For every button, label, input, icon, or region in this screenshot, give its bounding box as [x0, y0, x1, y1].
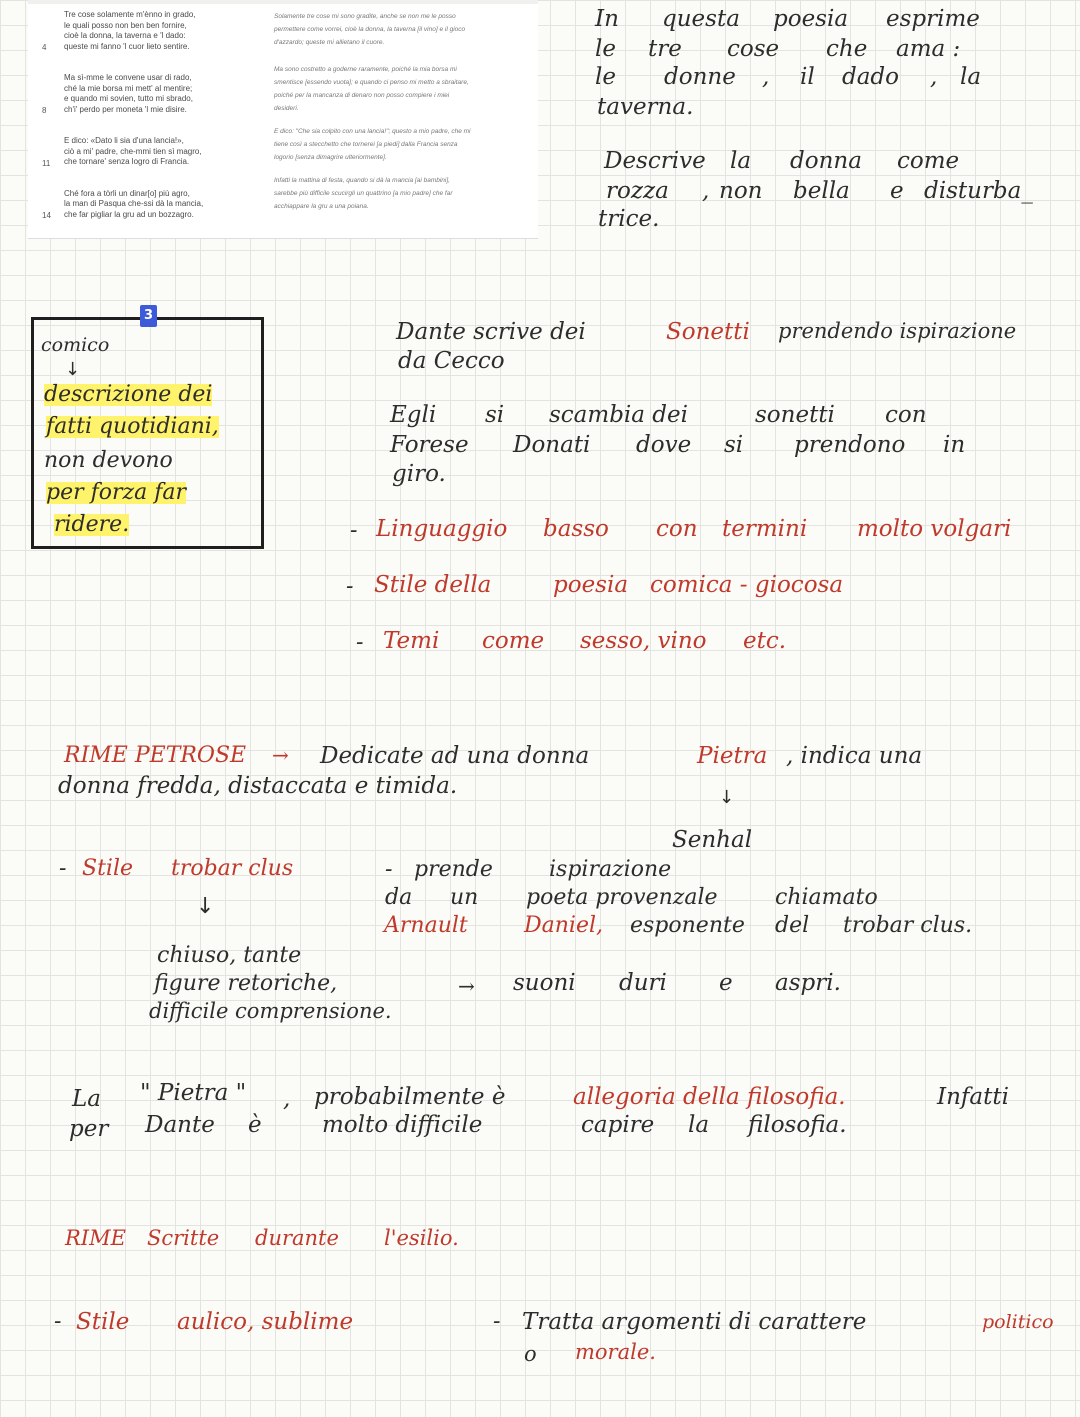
- section-heading: l'esilio.: [384, 1226, 459, 1250]
- bullet-text: Linguaggio: [376, 516, 508, 542]
- box-line: descrizione dei: [44, 382, 213, 407]
- note-word: taverna.: [597, 94, 694, 120]
- arrow-right-icon: →: [458, 974, 475, 998]
- note-word: donne: [664, 64, 736, 90]
- note-word: poeta provenzale: [526, 885, 718, 910]
- note-word: La: [72, 1086, 101, 1112]
- note-word: la: [960, 64, 982, 90]
- note-word: la: [688, 1112, 710, 1138]
- note-word: del: [775, 913, 810, 938]
- line-number: 11: [42, 158, 51, 168]
- bullet-text: poesia: [553, 572, 629, 598]
- stanza: [28, 73, 258, 115]
- note-text: Dante scrive dei: [396, 319, 586, 345]
- bullet-dash: -: [350, 518, 358, 543]
- translation-line: d'azzardo; queste mi allietano il cuore.: [274, 39, 385, 46]
- poem-line: Tre cose solamente m'ènno in grado,: [64, 10, 196, 19]
- note-word: ,: [702, 178, 710, 204]
- line-number: 4: [42, 43, 47, 52]
- poem-line: ciò a mi' padre, che-mmi tien sì magro,: [64, 146, 202, 156]
- box-heading: comico: [41, 334, 110, 356]
- note-word: dado: [842, 64, 900, 90]
- poem-screenshot: [28, 0, 538, 239]
- poem-line: E dico: «Dato li sia d'una lancia!»,: [64, 136, 184, 145]
- stanza: [28, 189, 258, 221]
- section-heading: RIME: [65, 1226, 126, 1250]
- note-text: difficile comprensione.: [149, 999, 392, 1023]
- note-word: In: [595, 6, 619, 32]
- arrow-down-icon: ↓: [65, 359, 81, 380]
- note-word: sonetti: [755, 402, 835, 428]
- note-word: trobar clus.: [843, 913, 973, 938]
- note-word: poesia: [773, 6, 849, 32]
- note-text: chiuso, tante: [157, 943, 302, 968]
- line-number: 8: [42, 106, 47, 115]
- bookmark-badge: 3: [140, 305, 157, 327]
- poem-line: ch'i' perdo per moneta 'l mie disire.: [64, 104, 187, 114]
- note-word: donna: [790, 148, 862, 174]
- translation-line: Ma sono costretto a goderne raramente, poiché la mia borsa mi: [274, 66, 457, 73]
- translation-line: smentisce [essendo vuota]; e quando ci penso mi metto a sbraitare,: [274, 79, 469, 86]
- note-word: che: [826, 36, 868, 62]
- poem-line: ché la mie borsa mi mett' al mentire;: [64, 83, 193, 93]
- box-line: ridere.: [54, 512, 130, 537]
- translation-line: Solamente tre cose mi sono gradite, anche se non me le posso: [274, 13, 456, 20]
- note-word: un: [450, 885, 479, 910]
- note-word: scambia dei: [549, 402, 688, 428]
- note-word: suoni: [513, 970, 576, 996]
- bullet-dash: -: [59, 856, 67, 881]
- note-word: non: [719, 178, 763, 204]
- bullet-text: Stile della: [374, 572, 492, 598]
- note-word: trice.: [598, 206, 660, 232]
- note-word: bella: [793, 178, 850, 204]
- note-word: Dante: [145, 1112, 215, 1138]
- stanza: [28, 10, 258, 52]
- note-word: le: [595, 36, 616, 62]
- bullet-text: basso: [543, 516, 609, 542]
- note-word: si: [485, 402, 505, 428]
- arrow-down-icon: ↓: [196, 894, 215, 919]
- poem-italian-column: [28, 10, 258, 241]
- note-word: " Pietra ": [140, 1080, 247, 1106]
- section-heading: RIME PETROSE: [64, 743, 247, 768]
- poem-line: la man di Pasqua che-ssi dà la mancia,: [64, 199, 204, 208]
- arrow-right-icon: →: [272, 743, 289, 767]
- note-text: prendendo ispirazione: [778, 319, 1017, 343]
- translation-line: desideri.: [274, 105, 299, 112]
- note-word: o: [524, 1342, 537, 1366]
- bullet-dash: -: [346, 574, 354, 599]
- note-keyword: Sonetti: [666, 319, 750, 345]
- translation-line: acchiappare la gru a una poiana.: [274, 203, 369, 210]
- note-word: Infatti: [937, 1084, 1009, 1110]
- arrow-down-icon: ↓: [719, 787, 735, 808]
- bullet-text: etc.: [743, 628, 787, 654]
- translation-line: E dico: "Che sia colpito con una lancia!"; questo a mio padre, che mi: [274, 128, 471, 135]
- note-word: aspri.: [775, 970, 841, 996]
- translation-line: tiene così a stecchetto che tornerei [a piedi] dalla Francia senza: [274, 141, 458, 148]
- note-word: prende: [414, 857, 493, 882]
- note-word: giro.: [392, 461, 446, 487]
- note-keyword: morale.: [575, 1340, 656, 1364]
- bullet-dash: -: [493, 1309, 501, 1334]
- section-heading: durante: [255, 1226, 339, 1250]
- note-text: , indica una: [786, 743, 923, 769]
- poem-translation-column: [274, 10, 529, 234]
- bullet-dash: -: [385, 857, 393, 882]
- note-word: esponente: [630, 913, 745, 938]
- note-text: Tratta argomenti di carattere: [522, 1309, 867, 1335]
- note-text: molto difficile: [322, 1112, 483, 1138]
- note-word: filosofia.: [748, 1112, 847, 1138]
- note-keyword: Daniel,: [524, 913, 604, 938]
- note-keyword: Senhal: [672, 827, 753, 853]
- screenshot-top-edge: [28, 0, 538, 4]
- note-word: Egli: [390, 402, 437, 428]
- note-word: le: [595, 64, 616, 90]
- note-word: duri: [619, 970, 667, 996]
- stanza: [28, 136, 258, 168]
- note-keyword: Pietra: [697, 743, 768, 769]
- note-word: per: [69, 1116, 109, 1142]
- note-word: esprime: [886, 6, 980, 32]
- note-text: figure retoriche,: [154, 971, 338, 996]
- note-word: chiamato: [775, 885, 878, 910]
- bullet-text: sesso, vino: [580, 628, 707, 654]
- note-word: rozza: [606, 178, 669, 204]
- note-word: in: [943, 432, 966, 458]
- translation-line: poiché per la mancanza di denaro non posso compiere i miei: [274, 92, 450, 99]
- note-keyword: Stile: [76, 1309, 130, 1335]
- note-keyword: allegoria della filosofia.: [573, 1084, 846, 1110]
- poem-line: che far pigliar la gru ad un bozzagro.: [64, 209, 194, 219]
- translation-stanza: [274, 125, 529, 164]
- note-word: Donati: [513, 432, 591, 458]
- bullet-text: molto volgari: [857, 516, 1012, 542]
- note-keyword: Arnault: [384, 913, 468, 938]
- bullet-text: termini: [722, 516, 808, 542]
- poem-line: che tornare' senza logro di Francia.: [64, 157, 190, 166]
- translation-stanza: [274, 174, 529, 213]
- box-line: per forza far: [46, 480, 186, 505]
- note-word: Forese: [390, 432, 469, 458]
- note-word: ,: [283, 1086, 291, 1112]
- translation-line: logorio [senza dimagrire ulteriormente].: [274, 154, 387, 161]
- poem-line: queste mi fanno 'l cuor lieto sentire.: [64, 41, 190, 51]
- bullet-dash: -: [54, 1309, 62, 1334]
- translation-line: sarebbe più difficile scucirgli un quattrino [a mio padre] che far: [274, 190, 453, 197]
- note-word: disturba_: [924, 178, 1033, 204]
- note-word: ,: [762, 64, 770, 90]
- bullet-dash: -: [356, 630, 364, 655]
- note-word: dove: [636, 432, 692, 458]
- line-number: 14: [42, 211, 51, 220]
- poem-line: le quali posso non ben ben fornire,: [64, 20, 187, 30]
- note-word: cose: [727, 36, 780, 62]
- note-word: ,: [930, 64, 938, 90]
- note-word: la: [730, 148, 752, 174]
- note-keyword: trobar clus: [171, 856, 294, 881]
- note-word: capire: [581, 1112, 655, 1138]
- poem-line: Ma sì-mme le convene usar di rado,: [64, 73, 192, 82]
- section-heading: Scritte: [147, 1226, 220, 1250]
- note-text: donna fredda, distaccata e timida.: [58, 773, 458, 799]
- note-keyword: Stile: [82, 856, 134, 881]
- note-word: con: [885, 402, 927, 428]
- note-word: da: [385, 885, 413, 910]
- note-word: come: [897, 148, 960, 174]
- note-keyword: aulico, sublime: [177, 1309, 354, 1335]
- translation-stanza: [274, 63, 529, 115]
- note-word: Descrive: [604, 148, 706, 174]
- note-word: si: [724, 432, 744, 458]
- bullet-text: come: [482, 628, 545, 654]
- box-line: non devono: [44, 448, 173, 473]
- poem-line: Ché fora a tòrli un dinar[o] più agro,: [64, 188, 190, 198]
- bullet-text: Temi: [383, 628, 440, 654]
- bullet-text: con: [656, 516, 698, 542]
- note-word: prendono: [794, 432, 906, 458]
- poem-line: cioè la donna, la taverna e 'l dado:: [64, 31, 186, 40]
- translation-line: Infatti la mattina di festa, quando si dà la mancia [ai bambini],: [274, 177, 450, 184]
- note-word: e: [890, 178, 904, 204]
- note-word: il: [800, 64, 815, 90]
- note-text: probabilmente è: [314, 1084, 506, 1110]
- note-word: è: [248, 1112, 262, 1138]
- note-keyword: politico: [982, 1311, 1054, 1333]
- note-text: da Cecco: [398, 348, 505, 374]
- note-word: ispirazione: [549, 857, 672, 882]
- note-word: tre: [648, 36, 682, 62]
- bullet-text: comica - giocosa: [650, 572, 844, 598]
- poem-line: e quando mi sovien, tutto mi sbrado,: [64, 94, 193, 103]
- note-word: ama :: [896, 36, 961, 62]
- note-word: questa: [662, 6, 740, 32]
- note-text: Dedicate ad una donna: [320, 743, 590, 769]
- note-word: e: [719, 970, 733, 996]
- translation-stanza: [274, 10, 529, 49]
- box-line: fatti quotidiani,: [46, 414, 219, 439]
- translation-line: permettere come vorrei, cioè la donna, la taverna [il vino] e il gioco: [274, 26, 466, 33]
